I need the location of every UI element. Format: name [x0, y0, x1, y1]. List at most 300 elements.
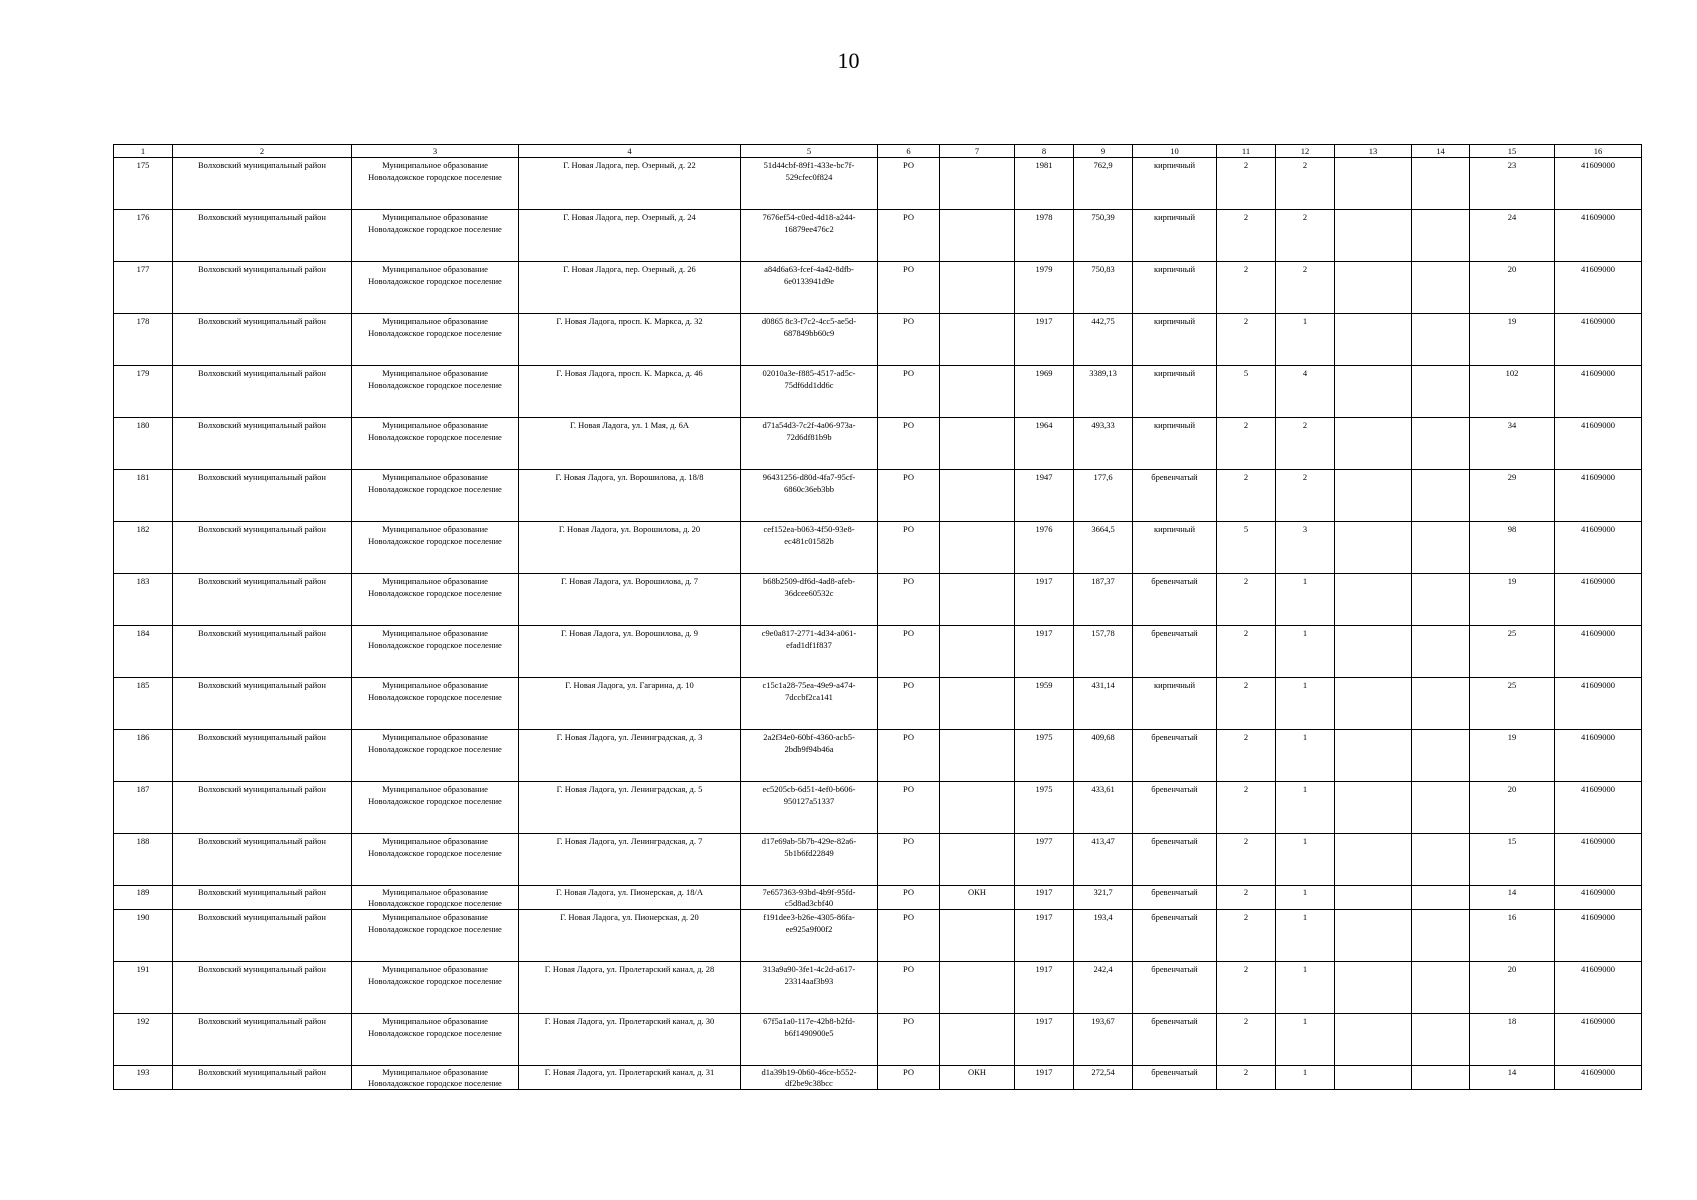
- category-cell: РО: [878, 886, 940, 910]
- floors-cell: 2: [1217, 470, 1276, 522]
- district-cell: Волховский муниципальный район: [173, 886, 352, 910]
- year-cell: 1981: [1015, 158, 1074, 210]
- oktmo-cell: 41609000: [1555, 470, 1642, 522]
- district-cell: Волховский муниципальный район: [173, 910, 352, 962]
- wall-material-cell: бревенчатый: [1133, 886, 1217, 910]
- table-row: [114, 678, 1642, 730]
- category-cell: РО: [878, 678, 940, 730]
- residents-cell: 19: [1470, 314, 1555, 366]
- floors-cell: 2: [1217, 574, 1276, 626]
- fias-code-cell: d1a39b19-0b60-46ce-b552-df2be9c38bcc: [741, 1066, 878, 1090]
- col14-cell: [1412, 782, 1470, 834]
- address-cell: Г. Новая Ладога, ул. Гагарина, д. 10: [519, 678, 741, 730]
- address-cell: Г. Новая Ладога, ул. Пионерская, д. 18/А: [519, 886, 741, 910]
- col13-cell: [1335, 1066, 1412, 1090]
- floors-cell: 2: [1217, 678, 1276, 730]
- address-cell: Г. Новая Ладога, ул. Ворошилова, д. 20: [519, 522, 741, 574]
- col14-cell: [1412, 834, 1470, 886]
- col13-cell: [1335, 314, 1412, 366]
- table-row: [114, 626, 1642, 678]
- table-row: [114, 834, 1642, 886]
- floors-cell: 2: [1217, 158, 1276, 210]
- fias-code-cell: a84d6a63-fcef-4a42-8dfb-6e0133941d9e: [741, 262, 878, 314]
- address-cell: Г. Новая Ладога, ул. Ленинградская, д. 3: [519, 730, 741, 782]
- col14-cell: [1412, 366, 1470, 418]
- category-cell: РО: [878, 158, 940, 210]
- address-cell: Г. Новая Ладога, пер. Озерный, д. 24: [519, 210, 741, 262]
- floors-cell: 2: [1217, 314, 1276, 366]
- entrances-cell: 1: [1276, 782, 1335, 834]
- table-row: [114, 730, 1642, 782]
- year-cell: 1917: [1015, 962, 1074, 1014]
- col14-cell: [1412, 886, 1470, 910]
- wall-material-cell: кирпичный: [1133, 158, 1217, 210]
- row-number: 188: [114, 834, 173, 886]
- entrances-cell: 1: [1276, 1014, 1335, 1066]
- oktmo-cell: 41609000: [1555, 522, 1642, 574]
- fias-code-cell: 7676ef54-c0ed-4d18-a244-16879ee476c2: [741, 210, 878, 262]
- oktmo-cell: 41609000: [1555, 782, 1642, 834]
- col13-cell: [1335, 158, 1412, 210]
- col13-cell: [1335, 1014, 1412, 1066]
- district-cell: Волховский муниципальный район: [173, 1014, 352, 1066]
- category-cell: РО: [878, 782, 940, 834]
- fias-code-cell: 96431256-d80d-4fa7-95cf-6860c36eb3bb: [741, 470, 878, 522]
- year-cell: 1917: [1015, 910, 1074, 962]
- heritage-cell: [940, 418, 1015, 470]
- address-cell: Г. Новая Ладога, ул. Пролетарский канал, д. 28: [519, 962, 741, 1014]
- oktmo-cell: 41609000: [1555, 730, 1642, 782]
- column-header-16: 16: [1555, 145, 1642, 158]
- municipality-cell: Муниципальное образование Новоладожское городское поселение: [352, 210, 519, 262]
- residents-cell: 23: [1470, 158, 1555, 210]
- residents-cell: 18: [1470, 1014, 1555, 1066]
- floors-cell: 2: [1217, 910, 1276, 962]
- category-cell: РО: [878, 418, 940, 470]
- district-cell: Волховский муниципальный район: [173, 626, 352, 678]
- column-header-13: 13: [1335, 145, 1412, 158]
- category-cell: РО: [878, 626, 940, 678]
- area-cell: 3664,5: [1074, 522, 1133, 574]
- year-cell: 1917: [1015, 314, 1074, 366]
- floors-cell: 2: [1217, 886, 1276, 910]
- entrances-cell: 1: [1276, 626, 1335, 678]
- floors-cell: 2: [1217, 210, 1276, 262]
- entrances-cell: 1: [1276, 314, 1335, 366]
- address-cell: Г. Новая Ладога, ул. Ворошилова, д. 9: [519, 626, 741, 678]
- wall-material-cell: кирпичный: [1133, 210, 1217, 262]
- col14-cell: [1412, 210, 1470, 262]
- area-cell: 409,68: [1074, 730, 1133, 782]
- residents-cell: 19: [1470, 730, 1555, 782]
- year-cell: 1917: [1015, 886, 1074, 910]
- column-header-4: 4: [519, 145, 741, 158]
- entrances-cell: 1: [1276, 730, 1335, 782]
- table-row: [114, 314, 1642, 366]
- floors-cell: 2: [1217, 962, 1276, 1014]
- municipality-cell: Муниципальное образование Новоладожское городское поселение: [352, 834, 519, 886]
- municipality-cell: Муниципальное образование Новоладожское городское поселение: [352, 574, 519, 626]
- housing-registry-table: [113, 144, 1642, 1090]
- wall-material-cell: кирпичный: [1133, 678, 1217, 730]
- column-header-11: 11: [1217, 145, 1276, 158]
- oktmo-cell: 41609000: [1555, 210, 1642, 262]
- entrances-cell: 3: [1276, 522, 1335, 574]
- year-cell: 1979: [1015, 262, 1074, 314]
- category-cell: РО: [878, 962, 940, 1014]
- area-cell: 193,67: [1074, 1014, 1133, 1066]
- column-header-6: 6: [878, 145, 940, 158]
- heritage-cell: [940, 626, 1015, 678]
- table-row: [114, 910, 1642, 962]
- year-cell: 1917: [1015, 626, 1074, 678]
- district-cell: Волховский муниципальный район: [173, 314, 352, 366]
- category-cell: РО: [878, 1014, 940, 1066]
- address-cell: Г. Новая Ладога, ул. Ворошилова, д. 7: [519, 574, 741, 626]
- municipality-cell: Муниципальное образование Новоладожское городское поселение: [352, 522, 519, 574]
- table-row: [114, 1014, 1642, 1066]
- table-row: [114, 418, 1642, 470]
- row-number: 184: [114, 626, 173, 678]
- residents-cell: 16: [1470, 910, 1555, 962]
- heritage-cell: [940, 262, 1015, 314]
- wall-material-cell: бревенчатый: [1133, 962, 1217, 1014]
- municipality-cell: Муниципальное образование Новоладожское городское поселение: [352, 158, 519, 210]
- column-header-10: 10: [1133, 145, 1217, 158]
- wall-material-cell: кирпичный: [1133, 522, 1217, 574]
- entrances-cell: 2: [1276, 418, 1335, 470]
- fias-code-cell: d17e69ab-5b7b-429e-82a6-5b1b6fd22849: [741, 834, 878, 886]
- table-row: [114, 574, 1642, 626]
- municipality-cell: Муниципальное образование Новоладожское городское поселение: [352, 678, 519, 730]
- area-cell: 750,83: [1074, 262, 1133, 314]
- entrances-cell: 1: [1276, 574, 1335, 626]
- row-number: 182: [114, 522, 173, 574]
- year-cell: 1917: [1015, 574, 1074, 626]
- oktmo-cell: 41609000: [1555, 910, 1642, 962]
- fias-code-cell: 02010a3e-f885-4517-ad5c-75df6dd1dd6c: [741, 366, 878, 418]
- heritage-cell: [940, 470, 1015, 522]
- wall-material-cell: кирпичный: [1133, 262, 1217, 314]
- column-header-14: 14: [1412, 145, 1470, 158]
- oktmo-cell: 41609000: [1555, 418, 1642, 470]
- oktmo-cell: 41609000: [1555, 1066, 1642, 1090]
- district-cell: Волховский муниципальный район: [173, 1066, 352, 1090]
- col14-cell: [1412, 1066, 1470, 1090]
- col13-cell: [1335, 470, 1412, 522]
- area-cell: 3389,13: [1074, 366, 1133, 418]
- heritage-cell: [940, 210, 1015, 262]
- oktmo-cell: 41609000: [1555, 678, 1642, 730]
- year-cell: 1964: [1015, 418, 1074, 470]
- floors-cell: 2: [1217, 1066, 1276, 1090]
- district-cell: Волховский муниципальный район: [173, 782, 352, 834]
- municipality-cell: Муниципальное образование Новоладожское городское поселение: [352, 262, 519, 314]
- table-row: [114, 210, 1642, 262]
- col13-cell: [1335, 782, 1412, 834]
- floors-cell: 2: [1217, 1014, 1276, 1066]
- address-cell: Г. Новая Ладога, ул. Пролетарский канал, д. 30: [519, 1014, 741, 1066]
- residents-cell: 20: [1470, 782, 1555, 834]
- residents-cell: 14: [1470, 1066, 1555, 1090]
- col14-cell: [1412, 470, 1470, 522]
- wall-material-cell: бревенчатый: [1133, 1014, 1217, 1066]
- column-header-8: 8: [1015, 145, 1074, 158]
- col13-cell: [1335, 418, 1412, 470]
- area-cell: 177,6: [1074, 470, 1133, 522]
- entrances-cell: 2: [1276, 470, 1335, 522]
- residents-cell: 19: [1470, 574, 1555, 626]
- col13-cell: [1335, 522, 1412, 574]
- row-number: 193: [114, 1066, 173, 1090]
- area-cell: 242,4: [1074, 962, 1133, 1014]
- category-cell: РО: [878, 210, 940, 262]
- wall-material-cell: бревенчатый: [1133, 834, 1217, 886]
- wall-material-cell: бревенчатый: [1133, 626, 1217, 678]
- residents-cell: 29: [1470, 470, 1555, 522]
- residents-cell: 102: [1470, 366, 1555, 418]
- col14-cell: [1412, 626, 1470, 678]
- oktmo-cell: 41609000: [1555, 626, 1642, 678]
- floors-cell: 2: [1217, 834, 1276, 886]
- year-cell: 1976: [1015, 522, 1074, 574]
- fias-code-cell: ec5205cb-6d51-4ef0-b606-950127a51337: [741, 782, 878, 834]
- area-cell: 272,54: [1074, 1066, 1133, 1090]
- col14-cell: [1412, 962, 1470, 1014]
- oktmo-cell: 41609000: [1555, 886, 1642, 910]
- wall-material-cell: бревенчатый: [1133, 910, 1217, 962]
- floors-cell: 2: [1217, 418, 1276, 470]
- col13-cell: [1335, 574, 1412, 626]
- column-header-9: 9: [1074, 145, 1133, 158]
- fias-code-cell: c9e0a817-2771-4d34-a061-efad1df1f837: [741, 626, 878, 678]
- oktmo-cell: 41609000: [1555, 1014, 1642, 1066]
- category-cell: РО: [878, 834, 940, 886]
- table-row: [114, 886, 1642, 910]
- table-header: [114, 145, 1642, 158]
- row-number: 178: [114, 314, 173, 366]
- category-cell: РО: [878, 366, 940, 418]
- column-header-15: 15: [1470, 145, 1555, 158]
- col14-cell: [1412, 574, 1470, 626]
- address-cell: Г. Новая Ладога, ул. Ворошилова, д. 18/8: [519, 470, 741, 522]
- address-cell: Г. Новая Ладога, ул. Ленинградская, д. 5: [519, 782, 741, 834]
- municipality-cell: Муниципальное образование Новоладожское городское поселение: [352, 782, 519, 834]
- col14-cell: [1412, 730, 1470, 782]
- area-cell: 431,14: [1074, 678, 1133, 730]
- col13-cell: [1335, 678, 1412, 730]
- category-cell: РО: [878, 470, 940, 522]
- column-header-7: 7: [940, 145, 1015, 158]
- fias-code-cell: b68b2509-df6d-4ad8-afeb-36dcee60532c: [741, 574, 878, 626]
- row-number: 190: [114, 910, 173, 962]
- category-cell: РО: [878, 522, 940, 574]
- fias-code-cell: c15c1a28-75ea-49e9-a474-7dccbf2ca141: [741, 678, 878, 730]
- oktmo-cell: 41609000: [1555, 962, 1642, 1014]
- oktmo-cell: 41609000: [1555, 834, 1642, 886]
- heritage-cell: [940, 678, 1015, 730]
- col13-cell: [1335, 262, 1412, 314]
- year-cell: 1978: [1015, 210, 1074, 262]
- row-number: 192: [114, 1014, 173, 1066]
- col13-cell: [1335, 366, 1412, 418]
- municipality-cell: Муниципальное образование Новоладожское городское поселение: [352, 1066, 519, 1090]
- column-header-1: 1: [114, 145, 173, 158]
- col13-cell: [1335, 626, 1412, 678]
- area-cell: 493,33: [1074, 418, 1133, 470]
- col13-cell: [1335, 886, 1412, 910]
- fias-code-cell: f191dee3-b26e-4305-86fa-ee925a9f00f2: [741, 910, 878, 962]
- address-cell: Г. Новая Ладога, ул. 1 Мая, д. 6А: [519, 418, 741, 470]
- column-header-12: 12: [1276, 145, 1335, 158]
- fias-code-cell: 313a9a90-3fe1-4c2d-a617-23314aaf3b93: [741, 962, 878, 1014]
- row-number: 176: [114, 210, 173, 262]
- floors-cell: 2: [1217, 782, 1276, 834]
- fias-code-cell: 67f5a1a0-117e-42b8-b2fd-b6f1490900e5: [741, 1014, 878, 1066]
- year-cell: 1977: [1015, 834, 1074, 886]
- year-cell: 1969: [1015, 366, 1074, 418]
- row-number: 186: [114, 730, 173, 782]
- heritage-cell: [940, 314, 1015, 366]
- table-row: [114, 366, 1642, 418]
- row-number: 175: [114, 158, 173, 210]
- year-cell: 1917: [1015, 1014, 1074, 1066]
- wall-material-cell: бревенчатый: [1133, 470, 1217, 522]
- category-cell: РО: [878, 574, 940, 626]
- column-number-row: [114, 145, 1642, 158]
- district-cell: Волховский муниципальный район: [173, 418, 352, 470]
- category-cell: РО: [878, 314, 940, 366]
- table-row: [114, 522, 1642, 574]
- entrances-cell: 1: [1276, 834, 1335, 886]
- col14-cell: [1412, 522, 1470, 574]
- area-cell: 750,39: [1074, 210, 1133, 262]
- district-cell: Волховский муниципальный район: [173, 158, 352, 210]
- entrances-cell: 1: [1276, 886, 1335, 910]
- fias-code-cell: d0865 8c3-f7c2-4cc5-ae5d-687849bb60c9: [741, 314, 878, 366]
- table-row: [114, 782, 1642, 834]
- municipality-cell: Муниципальное образование Новоладожское городское поселение: [352, 886, 519, 910]
- residents-cell: 25: [1470, 678, 1555, 730]
- fias-code-cell: d71a54d3-7c2f-4a06-973a-72d6df81b9b: [741, 418, 878, 470]
- category-cell: РО: [878, 1066, 940, 1090]
- fias-code-cell: cef152ea-b063-4f50-93e8-ec481c01582b: [741, 522, 878, 574]
- address-cell: Г. Новая Ладога, просп. К. Маркса, д. 32: [519, 314, 741, 366]
- district-cell: Волховский муниципальный район: [173, 678, 352, 730]
- municipality-cell: Муниципальное образование Новоладожское городское поселение: [352, 626, 519, 678]
- col13-cell: [1335, 910, 1412, 962]
- col13-cell: [1335, 834, 1412, 886]
- area-cell: 442,75: [1074, 314, 1133, 366]
- area-cell: 433,61: [1074, 782, 1133, 834]
- column-header-2: 2: [173, 145, 352, 158]
- heritage-cell: [940, 522, 1015, 574]
- floors-cell: 2: [1217, 730, 1276, 782]
- residents-cell: 34: [1470, 418, 1555, 470]
- municipality-cell: Муниципальное образование Новоладожское городское поселение: [352, 730, 519, 782]
- municipality-cell: Муниципальное образование Новоладожское городское поселение: [352, 418, 519, 470]
- heritage-cell: ОКН: [940, 1066, 1015, 1090]
- residents-cell: 25: [1470, 626, 1555, 678]
- oktmo-cell: 41609000: [1555, 158, 1642, 210]
- fias-code-cell: 7e657363-93bd-4b9f-95fd-c5d8ad3cbf40: [741, 886, 878, 910]
- district-cell: Волховский муниципальный район: [173, 522, 352, 574]
- category-cell: РО: [878, 730, 940, 782]
- heritage-cell: [940, 910, 1015, 962]
- table-row: [114, 470, 1642, 522]
- year-cell: 1917: [1015, 1066, 1074, 1090]
- row-number: 181: [114, 470, 173, 522]
- municipality-cell: Муниципальное образование Новоладожское городское поселение: [352, 366, 519, 418]
- col14-cell: [1412, 910, 1470, 962]
- municipality-cell: Муниципальное образование Новоладожское городское поселение: [352, 962, 519, 1014]
- wall-material-cell: кирпичный: [1133, 314, 1217, 366]
- address-cell: Г. Новая Ладога, ул. Пролетарский канал, д. 31: [519, 1066, 741, 1090]
- col14-cell: [1412, 1014, 1470, 1066]
- category-cell: РО: [878, 910, 940, 962]
- year-cell: 1947: [1015, 470, 1074, 522]
- address-cell: Г. Новая Ладога, ул. Ленинградская, д. 7: [519, 834, 741, 886]
- district-cell: Волховский муниципальный район: [173, 210, 352, 262]
- address-cell: Г. Новая Ладога, просп. К. Маркса, д. 46: [519, 366, 741, 418]
- address-cell: Г. Новая Ладога, пер. Озерный, д. 22: [519, 158, 741, 210]
- floors-cell: 2: [1217, 262, 1276, 314]
- oktmo-cell: 41609000: [1555, 314, 1642, 366]
- entrances-cell: 4: [1276, 366, 1335, 418]
- floors-cell: 5: [1217, 522, 1276, 574]
- entrances-cell: 1: [1276, 962, 1335, 1014]
- column-header-3: 3: [352, 145, 519, 158]
- residents-cell: 24: [1470, 210, 1555, 262]
- district-cell: Волховский муниципальный район: [173, 470, 352, 522]
- residents-cell: 20: [1470, 962, 1555, 1014]
- row-number: 179: [114, 366, 173, 418]
- district-cell: Волховский муниципальный район: [173, 574, 352, 626]
- wall-material-cell: кирпичный: [1133, 418, 1217, 470]
- entrances-cell: 2: [1276, 262, 1335, 314]
- wall-material-cell: бревенчатый: [1133, 730, 1217, 782]
- col13-cell: [1335, 730, 1412, 782]
- municipality-cell: Муниципальное образование Новоладожское городское поселение: [352, 1014, 519, 1066]
- year-cell: 1975: [1015, 730, 1074, 782]
- fias-code-cell: 51d44cbf-89f1-433e-bc7f-529cfec0f824: [741, 158, 878, 210]
- entrances-cell: 1: [1276, 678, 1335, 730]
- wall-material-cell: кирпичный: [1133, 366, 1217, 418]
- heritage-cell: [940, 574, 1015, 626]
- area-cell: 157,78: [1074, 626, 1133, 678]
- table-row: [114, 962, 1642, 1014]
- table-row: [114, 158, 1642, 210]
- area-cell: 762,9: [1074, 158, 1133, 210]
- residents-cell: 98: [1470, 522, 1555, 574]
- row-number: 185: [114, 678, 173, 730]
- year-cell: 1975: [1015, 782, 1074, 834]
- residents-cell: 20: [1470, 262, 1555, 314]
- col14-cell: [1412, 418, 1470, 470]
- oktmo-cell: 41609000: [1555, 366, 1642, 418]
- oktmo-cell: 41609000: [1555, 262, 1642, 314]
- district-cell: Волховский муниципальный район: [173, 262, 352, 314]
- row-number: 191: [114, 962, 173, 1014]
- col13-cell: [1335, 210, 1412, 262]
- row-number: 187: [114, 782, 173, 834]
- col14-cell: [1412, 262, 1470, 314]
- year-cell: 1959: [1015, 678, 1074, 730]
- col13-cell: [1335, 962, 1412, 1014]
- address-cell: Г. Новая Ладога, пер. Озерный, д. 26: [519, 262, 741, 314]
- row-number: 183: [114, 574, 173, 626]
- district-cell: Волховский муниципальный район: [173, 834, 352, 886]
